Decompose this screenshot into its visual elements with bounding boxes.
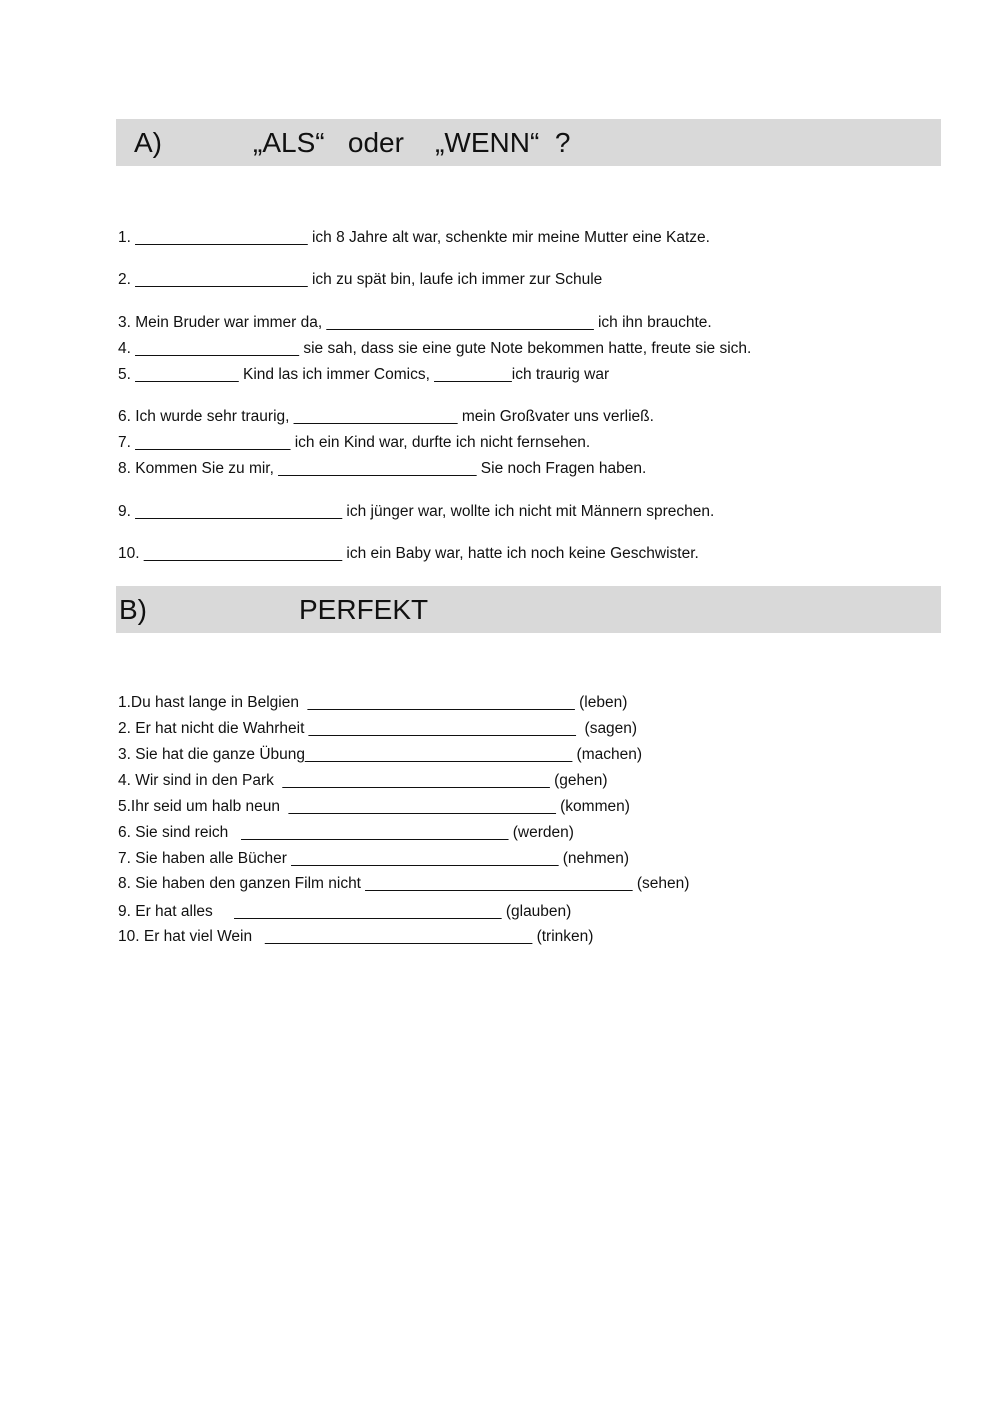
exercise-a-item: 10. _______________________ ich ein Baby war, hatte ich noch keine Geschwister. <box>118 545 699 562</box>
exercise-a-item: 6. Ich wurde sehr traurig, ___________________ mein Großvater uns verließ. <box>118 408 654 425</box>
exercise-b-item: 1.Du hast lange in Belgien _______________________________ (leben) <box>118 694 628 711</box>
exercise-b-item: 5.Ihr seid um halb neun _______________________________ (kommen) <box>118 798 630 815</box>
section-a-letter: A) <box>134 127 162 158</box>
exercise-b-item: 2. Er hat nicht die Wahrheit _______________________________ (sagen) <box>118 720 638 737</box>
section-b-letter: B) <box>119 594 147 625</box>
exercise-b-item: 9. Er hat alles _______________________________ (glauben) <box>118 903 572 920</box>
exercise-a-item: 8. Kommen Sie zu mir, _______________________ Sie noch Fragen haben. <box>118 460 647 477</box>
exercise-a-item: 2. ____________________ ich zu spät bin, laufe ich immer zur Schule <box>118 271 603 288</box>
exercise-b-item: 6. Sie sind reich _______________________________ (werden) <box>118 824 574 841</box>
exercise-a-item: 5. ____________ Kind las ich immer Comics, _________ich traurig war <box>118 366 610 383</box>
section-a-title: „ALS“ oder „WENN“ ? <box>253 127 571 158</box>
exercise-b-item: 3. Sie hat die ganze Übung_______________________________ (machen) <box>118 746 643 763</box>
exercise-a-item: 4. ___________________ sie sah, dass sie eine gute Note bekommen hatte, freute sie sich. <box>118 340 752 357</box>
section-a-heading <box>116 119 941 166</box>
exercise-b-item: 8. Sie haben den ganzen Film nicht _______________________________ (sehen) <box>118 875 690 892</box>
exercise-a-item: 7. __________________ ich ein Kind war, durfte ich nicht fernsehen. <box>118 434 591 451</box>
section-b-heading <box>116 586 941 633</box>
exercise-a-item: 1. ____________________ ich 8 Jahre alt war, schenkte mir meine Mutter eine Katze. <box>118 229 710 246</box>
exercise-a-item: 3. Mein Bruder war immer da, _______________________________ ich ihn brauchte. <box>118 314 712 331</box>
exercise-b-item: 4. Wir sind in den Park _______________________________ (gehen) <box>118 772 608 789</box>
exercise-a-item: 9. ________________________ ich jünger war, wollte ich nicht mit Männern sprechen. <box>118 503 715 520</box>
section-b-title: PERFEKT <box>299 594 429 625</box>
exercise-b-item: 7. Sie haben alle Bücher _______________________________ (nehmen) <box>118 850 630 867</box>
exercise-b-item: 10. Er hat viel Wein _______________________________ (trinken) <box>118 928 594 945</box>
